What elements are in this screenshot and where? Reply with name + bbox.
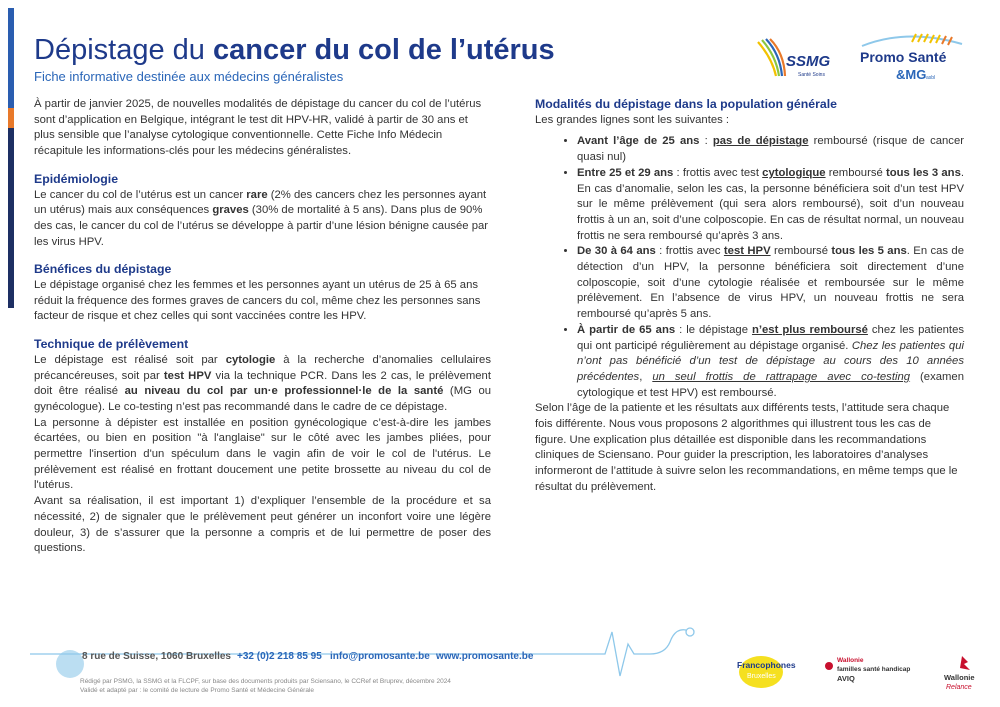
b2-bold-2: tous les 3 ans [885,166,961,179]
page-subtitle: Fiche informative destinée aux médecins généralistes [34,69,344,84]
accent-bar-navy [8,128,14,308]
b4-text-1: : le dépistage [675,323,752,336]
benefices-paragraph: Le dépistage organisé chez les femmes et les personnes ayant un utérus de 25 à 65 ans réduit la fréquence des formes graves de cancers du col, même chez les personnes sans facteur de risque et chez celles qui sont vaccinées contre les HPV. [34,279,481,323]
b3-text-1: : frottis avec [655,245,724,258]
b3-text-2: remboursé [770,245,832,258]
b2-underline: cytologique [762,166,826,179]
list-item [577,244,964,323]
footer-credit [80,677,600,695]
epi-text-2: (2% des cancers chez les personnes ayant un utérus) mais aux conséquences [34,188,487,217]
b4-underline-2: un seul frottis de rattrapage avec co-testing [652,370,911,383]
b2-bold: Entre 25 et 29 ans [577,166,674,179]
wallonie-text: Wallonie [944,673,975,682]
list-item [577,134,964,165]
epi-bold-graves: graves [212,204,249,217]
modalites-lead: Les grandes lignes sont les suivantes : [535,113,730,126]
credit-line-2: Validé et adapté par : le comité de lecture de Promo Santé et Médecine Générale [80,687,315,694]
b3-bold-2: tous les 5 ans [831,245,907,258]
title-bold: cancer du col de l’utérus [212,34,555,66]
b4-text-3: , [639,370,653,383]
bruxelles-logo-text: Bruxelles [747,673,776,680]
footer-website-link[interactable]: www.promosante.be [436,651,534,662]
aviq-logo [823,652,928,686]
avant-paragraph: Avant sa réalisation, il est important 1) d’expliquer l’ensemble de la procédure et sa nécessité, 2) de signaler que le prélèvement peut générer un inconfort voire une légère douleur, 3) de s’assurer que la personne a compris et de lui permettre de poser des questions. [34,495,491,555]
tech-text-1: Le dépistage est réalisé soit par [34,353,226,366]
ssmg-logo [752,36,834,84]
tech-bold-professionnel: au niveau du col par un·e professionnel·le de la santé [124,385,444,398]
epi-text-3: (30% de mortalité à 5 ans). Dans plus de 90% des cas, le cancer du col de l’utérus se développe à partir d’une lésion bénigne causée par les virus HPV. [34,204,489,248]
footer-address: 8 rue de Suisse, 1060 Bruxelles [82,651,231,662]
epidemiologie-heading: Epidémiologie [34,171,119,186]
modalites-list [535,134,964,401]
epi-text-1: Le cancer du col de l’utérus est un cancer [34,188,247,201]
list-item [577,323,964,402]
left-column [34,97,491,557]
ssmg-logo-text: SSMG [786,53,831,70]
aviq-wallonie-text: Wallonie [837,657,864,664]
credit-line-1: Rédigé par PSMG, la SSMG et la FLCPF, sur base des documents produits par Sciensano, le CCRef et Bruprev, décembre 2024 [80,678,451,685]
footer-phone[interactable]: +32 (0)2 218 85 95 [237,651,322,662]
list-item [577,166,964,245]
b3-text-3: . En cas de détection d’un HPV, la personne bénéficiera soit directement d’une colposcopie, soit d’une cytologie réalisée et remboursée sur le même prélèvement. En l’absence de virus HPV, un nouveau frottis ne sera remboursé qu’après 5 ans. [577,245,964,321]
title-regular: Dépistage du [34,34,213,66]
epidemiologie-paragraph [34,188,491,251]
b4-bold: À partir de 65 ans [577,323,676,336]
closing-paragraph: Selon l’âge de la patiente et les résultats aux différents tests, l’attitude sera chaque fois différente. Nous vous proposons 2 algorithmes qui illustrent tous les cas de figure. Une explication plus détaillée est disponible dans les recommandations cliniques de Sciensano. Pour guider la prescription, les laboratoires d’analyses informeront de l’attitude à suivre selon les recommandations, en même temps que le résultat du prélèvement. [535,402,958,493]
tech-text-2: à la recherche d’anomalies cellulaires précancéreuses, soit par [34,353,491,382]
b1-bold: Avant l’âge de 25 ans [577,135,700,148]
promo-asbl-text: asbl [926,75,936,81]
benefices-heading: Bénéfices du dépistage [34,262,172,277]
modalites-heading: Modalités du dépistage dans la population générale [535,97,838,111]
b3-bold: De 30 à 64 ans [577,245,656,258]
b2-text-2: remboursé [825,166,886,179]
intro-paragraph: À partir de janvier 2025, de nouvelles modalités de dépistage du cancer du col de l’utérus sont d’application en Belgique, intégrant le test dit HPV-HR, validé à partir de 30 ans et plus sensible que l’analyse cytologique conventionnelle. Cette Fiche Info Médecin récapitule les informations-clés pour les médecins généralistes. [34,98,482,158]
epi-bold-rare: rare [246,188,268,201]
b4-underline: n’est plus remboursé [751,323,868,336]
b2-text-1: : frottis avec test [673,166,763,179]
accent-bar-blue [8,8,14,108]
footer-email-link[interactable]: info@promosante.be [330,651,430,662]
b3-underline: test HPV [723,245,771,258]
tech-text-3: via la technique PCR. Dans les 2 cas, le prélèvement doit être réalisé [34,369,491,398]
position-paragraph: La personne à dépister est installée en position gynécologique c’est-à-dire les jambes écartées, ou bien en position "à l'anglaise" sur le côté avec les jambes pliées, pour permettre l'insertion d'un spéculum dans le vagin afin de voir le col de l'utérus. Le prélèvement est réalisé en frottant doucement une petite brossette au niveau du col de l'utérus. [34,416,491,492]
relance-text: Relance [946,684,972,691]
technique-paragraph [34,353,491,416]
aviq-text: AVIQ [837,674,855,683]
ssmg-logo-tagline: Santé Soins [798,72,825,78]
francophones-logo-text: Francophones [737,660,796,670]
right-column [535,97,964,496]
b1-underline: pas de dépistage [712,135,809,148]
b2-text-3: . En cas d’anomalie, selon les cas, la personne bénéficiera soit d’un test HPV sur le même prélèvement (qui sera alors remboursé), soit d’un nouveau frottis à un an, soit d’une colposcopie. En cas de résultat normal, un nouveau frottis ne sera remboursé qu’après 3 ans. [577,166,965,242]
page-title [34,34,555,67]
b4-italic: Chez les patientes qui n’ont pas bénéficié d’un test de dépistage au cours des 10 années précédentes [577,339,964,383]
tech-bold-test-hpv: test HPV [163,369,212,382]
promo-sante-logo-text: Promo Santé [860,49,947,65]
accent-bar-orange [8,108,14,128]
promo-mg-logo-text: &MG [896,67,927,82]
b1-rest: remboursé (risque de cancer quasi nul) [577,135,964,164]
b4-text-2: chez les patientes qui ont participé régulièrement au dépistage organisé. [577,323,964,352]
wallonie-relance-logo [942,652,990,692]
promo-sante-logo [852,30,972,86]
b4-text-4: (examen cytologique et test HPV) est remboursé. [577,370,964,399]
tech-text-4: (MG ou gynécologue). Le co-testing n’est pas recommandé dans le cadre de ce dépistage. [34,385,492,413]
francophones-bruxelles-logo [733,650,805,692]
b1-sep: : [699,135,713,148]
aviq-tagline-text: familles santé handicap [837,666,911,673]
technique-heading: Technique de prélèvement [34,337,189,352]
tech-bold-cytologie: cytologie [225,353,276,366]
